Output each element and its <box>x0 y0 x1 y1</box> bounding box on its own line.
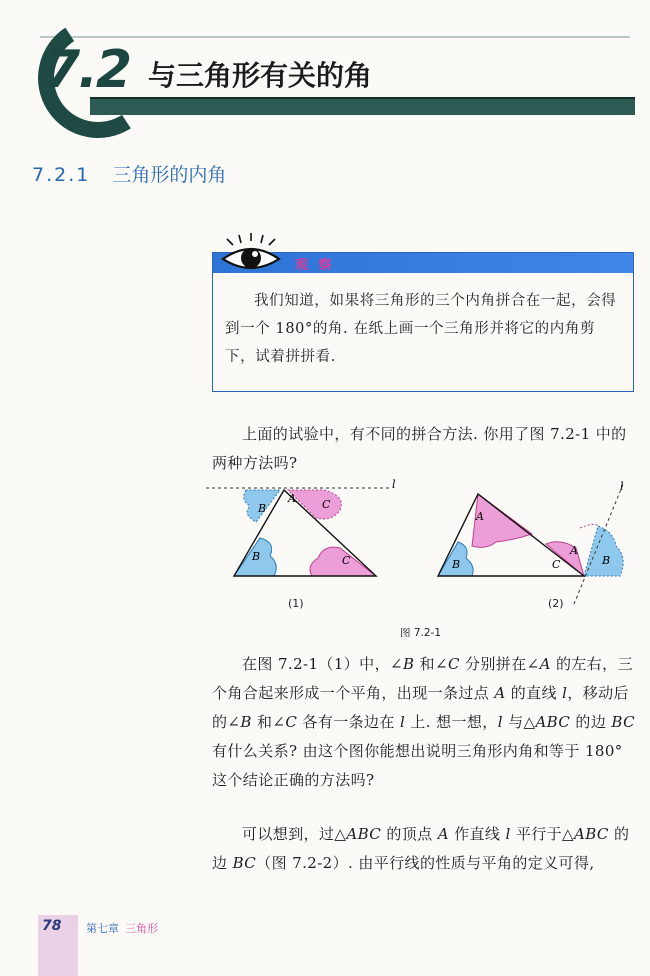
p2-var-abc: ABC <box>535 713 571 731</box>
label-c-top-1: C <box>322 498 331 511</box>
label-b-1: B <box>252 550 261 563</box>
p3-text-1: 可以想到，过△ <box>242 825 347 843</box>
paragraph-3 <box>212 820 637 878</box>
page-number: 78 <box>42 918 62 934</box>
chapter-banner <box>0 0 650 140</box>
p3-var-abc: ABC <box>346 825 382 843</box>
p2-var-bc: BC <box>611 713 635 731</box>
p3-text-5: 的边 <box>212 825 630 872</box>
label-l-2: l <box>620 480 624 493</box>
chapter-number: 第七章 <box>86 922 119 935</box>
p2-text-8: 各有一条边在 <box>297 713 400 731</box>
chapter-name: 三角形 <box>125 922 158 935</box>
p2-text-7: 和∠ <box>251 713 286 731</box>
subsection-heading <box>32 160 226 187</box>
label-a-2: A <box>476 510 484 523</box>
paragraph-1: 上面的试验中，有不同的拼合方法. 你用了图 7.2-1 中的两种方法吗? <box>212 425 627 472</box>
p2-var-c: C <box>447 655 460 673</box>
observe-box <box>212 252 634 392</box>
figure-caption: 图 7.2-1 <box>400 627 442 639</box>
p2-var-a2: A <box>494 684 506 702</box>
label-a-moved-2: A <box>570 544 578 557</box>
section-title: 与三角形有关的角 <box>148 59 373 92</box>
dashed-outline <box>580 524 598 528</box>
label-c-2: C <box>552 558 561 571</box>
p2-var-l3: l <box>497 713 503 731</box>
p2-var-b2: B <box>240 713 252 731</box>
figure-sub-caption-1: (1) <box>288 597 304 610</box>
angle-c-moved <box>288 490 341 519</box>
figure-1 <box>206 478 396 576</box>
p3-var-a: A <box>437 825 449 843</box>
subsection-title: 三角形的内角 <box>112 164 227 186</box>
p2-var-l: l <box>562 684 568 702</box>
figure-sub-caption-2: (2) <box>548 597 564 610</box>
subsection-number: 7.2.1 <box>32 164 91 186</box>
section-number: 7.2 <box>44 40 131 100</box>
p3-var-bc: BC <box>232 854 257 872</box>
label-c-1: C <box>342 554 351 567</box>
p3-text-4: 平行于△ <box>510 825 574 843</box>
banner-bar <box>90 97 635 115</box>
p3-var-l: l <box>505 825 511 843</box>
p2-text-1: 在图 7.2-1（1）中，∠ <box>242 655 403 673</box>
p2-var-a: A <box>539 655 551 673</box>
p2-text-4: 的左右，三个角合起来形成一个平角，出现一条过点 <box>212 655 633 702</box>
p2-var-c2: C <box>285 713 298 731</box>
p2-text-2: 和∠ <box>414 655 448 673</box>
label-a-1: A <box>288 492 296 505</box>
label-b-2: B <box>452 558 461 571</box>
eye-icon <box>217 233 289 275</box>
p2-text-5: 的直线 <box>505 684 563 702</box>
p3-text-3: 作直线 <box>448 825 506 843</box>
chapter-label <box>86 920 158 936</box>
p2-text-6: ，移动后的∠ <box>212 684 629 731</box>
p2-var-l2: l <box>400 713 406 731</box>
p2-text-11: 的边 <box>570 713 612 731</box>
p2-text-9: 上. 想一想， <box>405 713 498 731</box>
label-b-top-1: B <box>258 502 267 515</box>
observe-label: 观 察 <box>295 258 335 273</box>
p3-text-2: 的顶点 <box>381 825 438 843</box>
p2-text-12: 有什么关系? 由这个图你能想出说明三角形内角和等于 180°这个结论正确的方法吗? <box>212 742 623 789</box>
p3-text-6: （图 7.2-2）. 由平行线的性质与平角的定义可得, <box>256 854 595 872</box>
angle-b-moved-2 <box>584 526 623 576</box>
figure-2 <box>438 480 624 604</box>
figure-7-2-1 <box>200 478 640 628</box>
p2-var-b: B <box>402 655 415 673</box>
observe-text: 我们知道，如果将三角形的三个内角拼合在一起，会得到一个 180°的角. 在纸上画一个三角形并将它的内角剪下，试着拼拼看. <box>225 293 617 365</box>
paragraph-2 <box>212 650 637 795</box>
label-b-moved-2: B <box>602 554 611 567</box>
p2-text-3: 分别拼在∠ <box>459 655 540 673</box>
p2-text-10: 与△ <box>502 713 536 731</box>
p3-var-abc2: ABC <box>574 825 609 843</box>
label-l-1: l <box>392 478 396 491</box>
